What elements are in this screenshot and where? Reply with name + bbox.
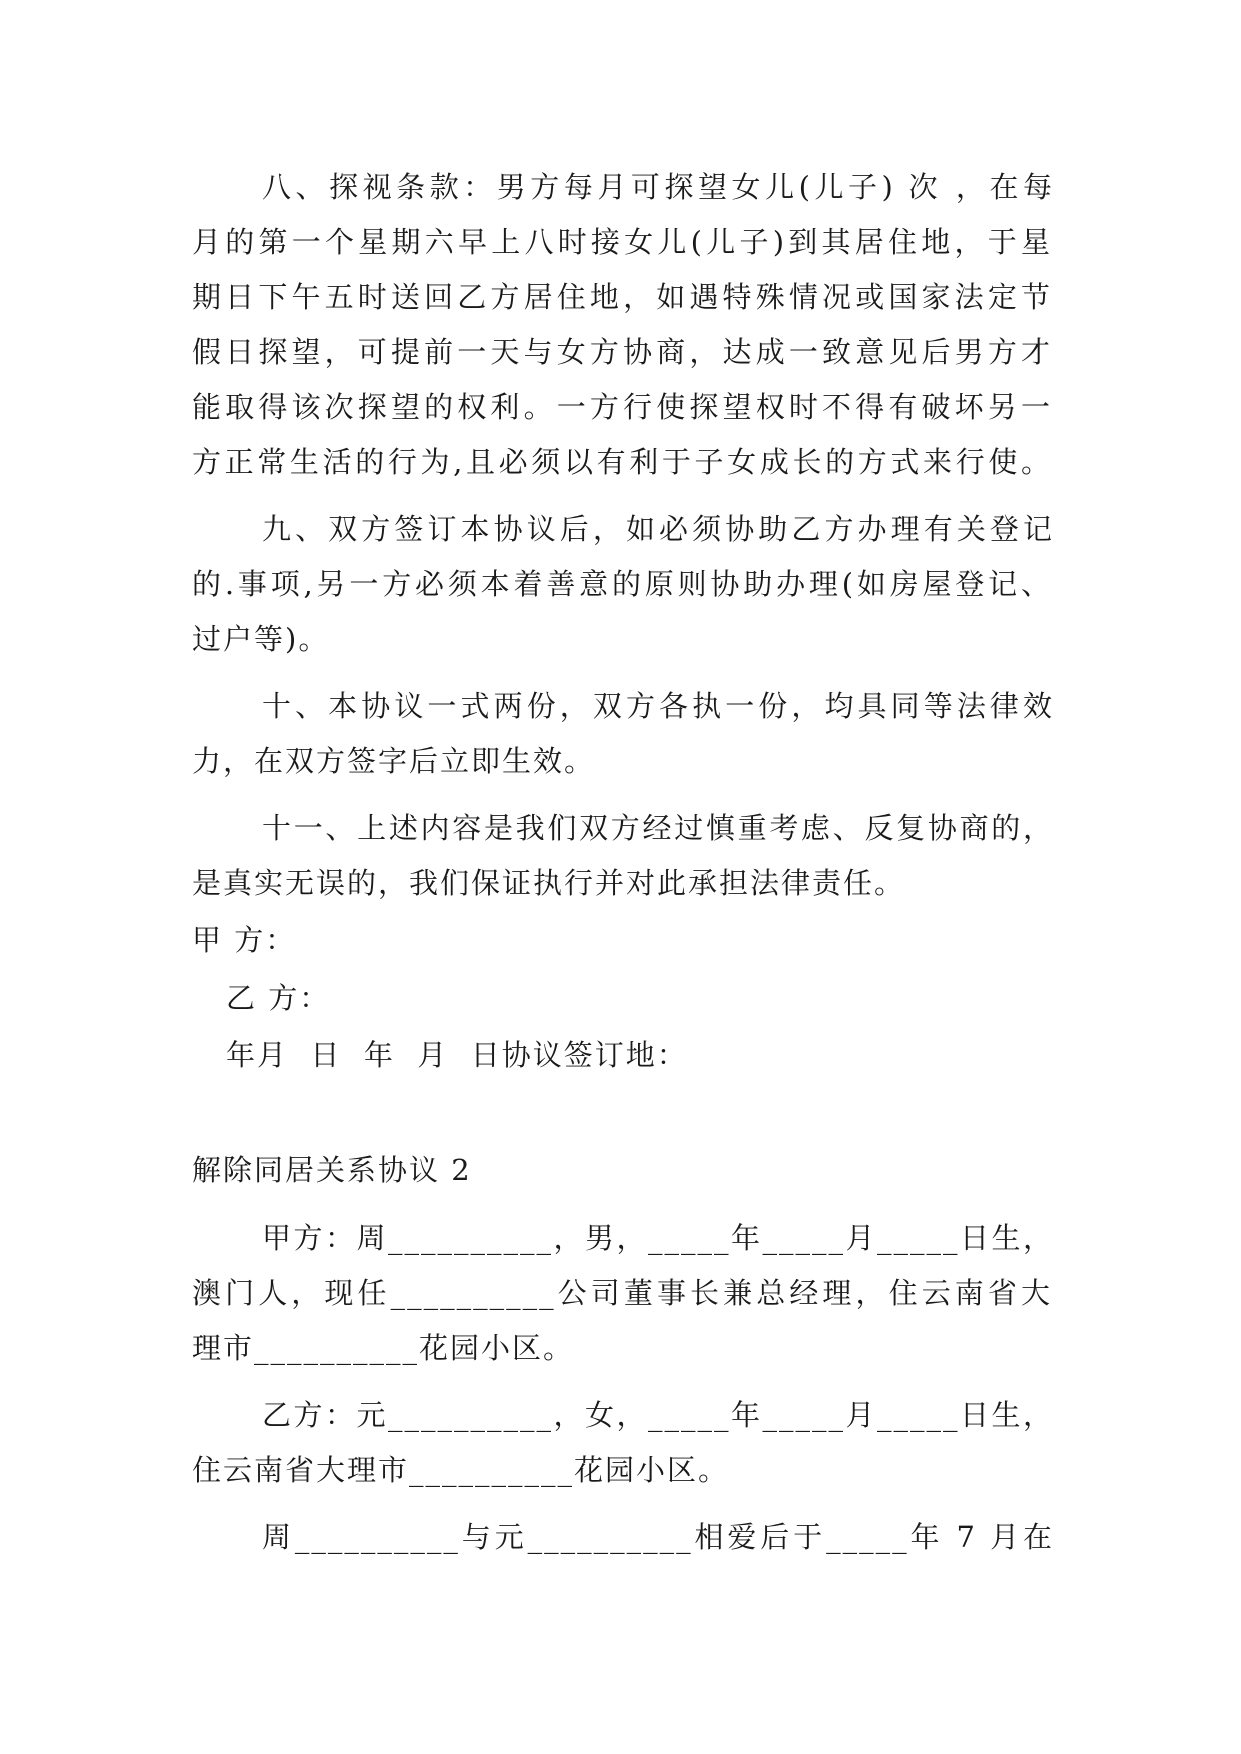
clause-8-line-2: 月的第一个星期六早上八时接女儿(儿子)到其居住地，于星 [192,225,1052,259]
clause-8-line-4: 假日探望，可提前一天与女方协商，达成一致意见后男方才 [192,335,1052,369]
party-b-line-2: 住云南省大理市__________花园小区。 [192,1453,730,1487]
clause-9-line-3: 过户等)。 [192,622,330,656]
clause-10-line-1: 十、本协议一式两份，双方各执一份，均具同等法律效 [262,689,1054,723]
party-a-line-2: 澳门人，现任__________公司董事长兼总经理，住云南省大 [192,1276,1052,1310]
clause-9-line-1: 九、双方签订本协议后，如必须协助乙方办理有关登记 [262,512,1054,546]
party-a-line-3: 理市__________花园小区。 [192,1331,575,1365]
party-b-line-1: 乙方：元__________，女，_____年_____月_____日生， [262,1398,1054,1432]
clause-8-line-1: 八、探视条款：男方每月可探望女儿(儿子) 次 ，在每 [262,170,1054,204]
clause-8-line-6: 方正常生活的行为,且必须以有利于子女成长的方式来行使。 [192,445,1052,479]
clause-9-line-2: 的.事项,另一方必须本着善意的原则协助办理(如房屋登记、 [192,567,1052,601]
clause-10-line-2: 力，在双方签字后立即生效。 [192,744,596,778]
party-a-line-1: 甲方：周__________，男，_____年_____月_____日生， [262,1221,1054,1255]
signing-date-place: 年月 日 年 月 日协议签订地： [226,1038,688,1072]
clause-8-line-3: 期日下午五时送回乙方居住地，如遇特殊情况或国家法定节 [192,280,1052,314]
clause-8-line-5: 能取得该次探望的权利。一方行使探望权时不得有破坏另一 [192,390,1052,424]
clause-11-line-1: 十一、上述内容是我们双方经过慎重考虑、反复协商的， [262,811,1054,845]
clause-11-line-2: 是真实无误的，我们保证执行并对此承担法律责任。 [192,866,906,900]
relationship-line-1: 周__________与元__________相爱后于_____年 7 月在 [262,1520,1054,1554]
party-b-signature: 乙 方： [226,981,331,1015]
party-a-signature: 甲 方： [192,923,297,957]
agreement-2-title: 解除同居关系协议 2 [192,1153,472,1187]
